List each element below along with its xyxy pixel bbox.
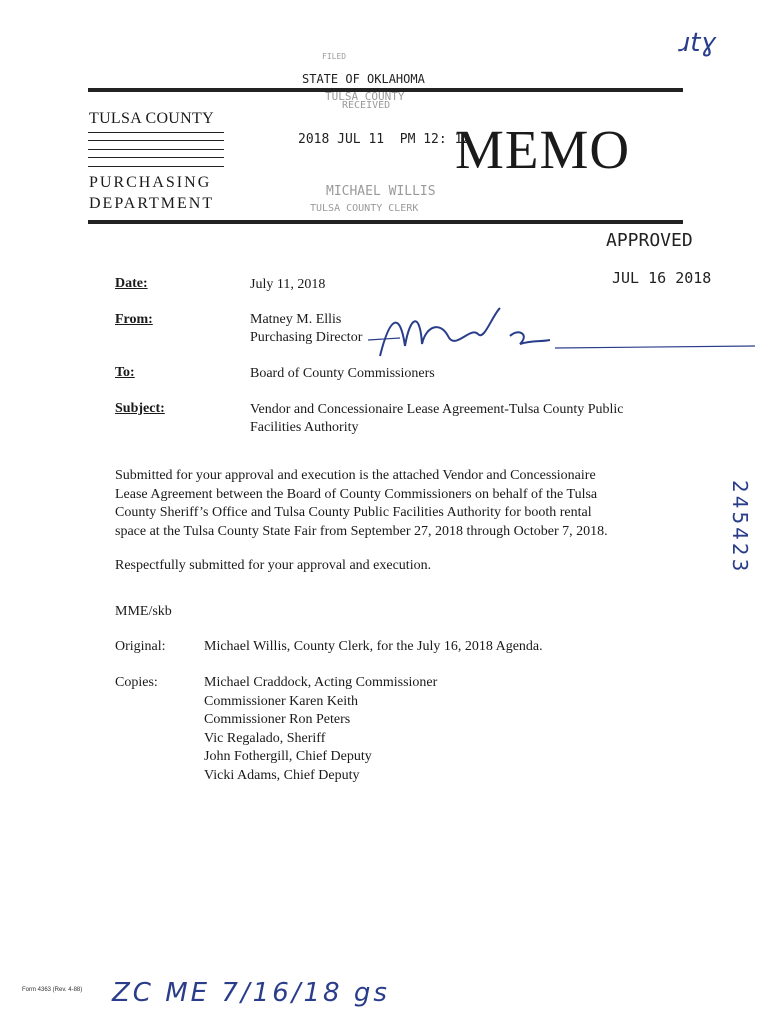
subject-line-1: Vendor and Concessionaire Lease Agreement-Tulsa County Public [250, 402, 624, 417]
from-name: Matney M. Ellis [250, 312, 342, 327]
copy-recipient: Vic Regalado, Sheriff [204, 730, 326, 746]
original-value: Michael Willis, County Clerk, for the July 16, 2018 Agenda. [204, 639, 543, 654]
signature-image [360, 296, 760, 376]
copy-recipient: Commissioner Ron Peters [204, 712, 351, 727]
handwritten-footer-note: ZC ME 7/16/18 gs [112, 978, 390, 1008]
stamp-clerk: MICHAEL WILLIS [326, 184, 436, 199]
subject-label: Subject: [115, 401, 165, 416]
date-value: July 11, 2018 [250, 277, 326, 292]
copy-recipient: Michael Craddock, Acting Commissioner [204, 675, 438, 690]
body-paragraph [115, 467, 675, 541]
approved-stamp-label: APPROVED [606, 230, 693, 251]
memo-title: MEMO [455, 119, 631, 180]
stamp-clerk-title: TULSA COUNTY CLERK [310, 203, 419, 214]
from-title: Purchasing Director [250, 330, 363, 345]
approved-stamp-date: JUL 16 2018 [612, 269, 712, 287]
stamp-datetime: 2018 JUL 11 PM 12: 12 [298, 132, 471, 147]
county-rule-3 [88, 149, 224, 150]
header-bottom-rule [88, 220, 683, 224]
department-line-2: DEPARTMENT [89, 195, 215, 212]
copy-recipient: Commissioner Karen Keith [204, 693, 358, 709]
copies-label: Copies: [115, 675, 158, 690]
form-number: Form 4363 (Rev. 4-88) [22, 987, 83, 993]
county-rule-1 [88, 132, 224, 133]
body-line: space at the Tulsa County State Fair from September 27, 2018 through October 7, 2018. [115, 523, 608, 539]
stamp-county: TULSA COUNTY [325, 90, 405, 103]
from-label: From: [115, 312, 153, 327]
body-line: Submitted for your approval and execution is the attached Vendor and Concessionaire [115, 468, 596, 483]
body-line: County Sheriff’s Office and Tulsa County Public Facilities Authority for booth rental [115, 505, 592, 520]
closing-line: Respectfully submitted for your approval and execution. [115, 558, 432, 573]
initials: MME/skb [115, 604, 172, 619]
copies-list [204, 674, 437, 785]
department-line-1: PURCHASING [89, 174, 212, 191]
body-line: Lease Agreement between the Board of County Commissioners on behalf of the Tulsa [115, 486, 598, 502]
stamp-received: RECEIVED [342, 100, 391, 111]
subject-line-2: Facilities Authority [250, 420, 359, 435]
copy-recipient: John Fothergill, Chief Deputy [204, 749, 372, 764]
county-rule-4 [88, 157, 224, 158]
to-label: To: [115, 365, 135, 380]
county-name: TULSA COUNTY [89, 110, 214, 127]
date-label: Date: [115, 276, 148, 291]
handwritten-top-mark: ɹtɣ [678, 28, 716, 58]
original-label: Original: [115, 639, 166, 654]
department-name [89, 172, 214, 214]
copy-recipient: Vicki Adams, Chief Deputy [204, 767, 360, 783]
county-rule-2 [88, 140, 224, 141]
side-document-number: 245423 [728, 480, 752, 575]
to-value: Board of County Commissioners [250, 366, 435, 381]
stamp-faint-top: FILED [322, 52, 347, 61]
county-rule-5 [88, 166, 224, 167]
stamp-state: STATE OF OKLAHOMA [302, 72, 425, 86]
